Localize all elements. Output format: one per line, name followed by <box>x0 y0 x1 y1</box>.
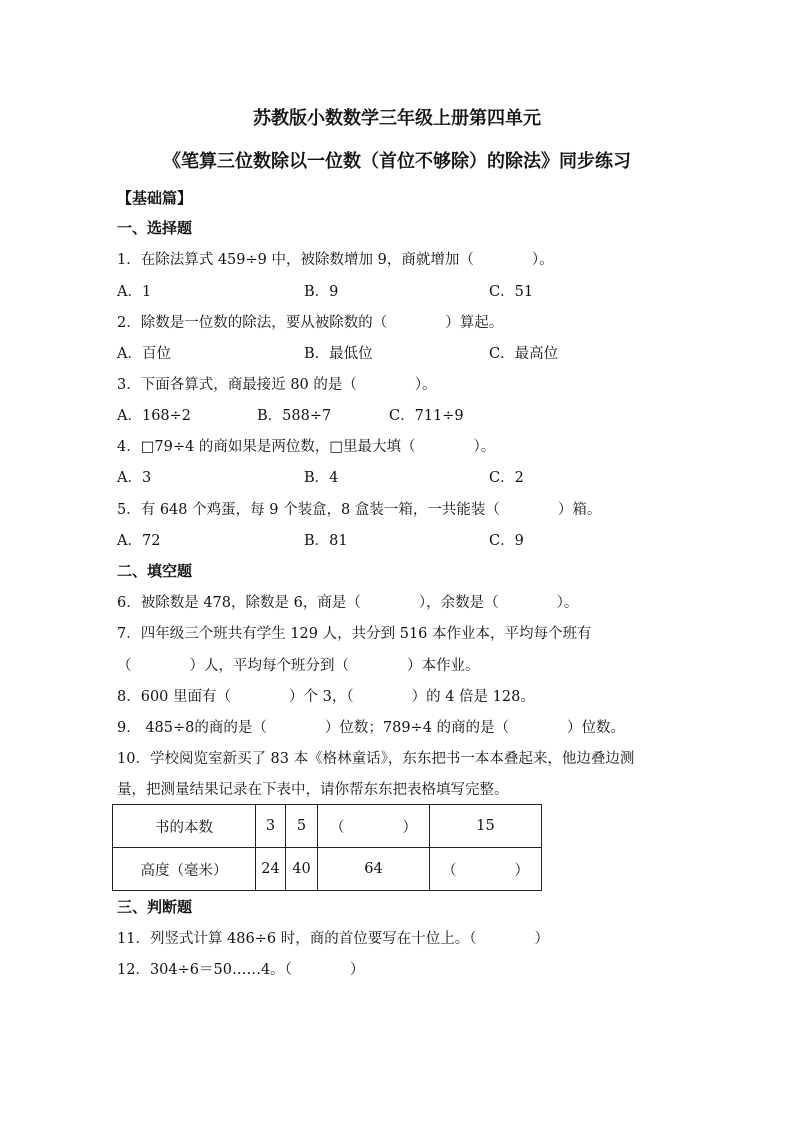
q3-option-a: A．168÷2 <box>117 408 192 424</box>
table-cell: 15 <box>430 805 542 848</box>
table-row-height <box>113 848 542 891</box>
table-cell: 高度（毫米） <box>113 848 256 891</box>
table-cell-blank[interactable]: （ ） <box>318 805 430 848</box>
q5-option-b: B．81 <box>304 533 348 549</box>
q1-option-c: C．51 <box>489 284 534 300</box>
section-fill: 二、填空题 <box>117 562 193 580</box>
table-cell: 24 <box>256 848 286 891</box>
question-6: 6．被除数是 478，除数是 6，商是（ ），余数是（ ）。 <box>117 595 579 611</box>
question-1: 1．在除法算式 459÷9 中，被除数增加 9，商就增加（ ）。 <box>117 252 554 268</box>
table-row-books <box>113 805 542 848</box>
q5-option-a: A．72 <box>117 533 161 549</box>
section-choice: 一、选择题 <box>117 219 193 237</box>
question-11: 11．列竖式计算 486÷6 时，商的首位要写在十位上。（ ） <box>117 931 549 947</box>
q1-option-b: B．9 <box>304 284 339 300</box>
question-8: 8．600 里面有（ ）个 3，（ ）的 4 倍是 128。 <box>117 689 535 705</box>
table-cell: 3 <box>256 805 286 848</box>
q2-option-a: A．百位 <box>117 346 171 362</box>
question-4: 4．□79÷4 的商如果是两位数，□里最大填（ ）。 <box>117 439 496 455</box>
level-heading: 【基础篇】 <box>117 189 193 207</box>
question-7-line-2: （ ）人，平均每个班分到（ ）本作业。 <box>117 658 480 674</box>
question-5: 5．有 648 个鸡蛋，每 9 个装盒，8 盒装一箱，一共能装（ ）箱。 <box>117 502 602 518</box>
question-12: 12．304÷6＝50……4。（ ） <box>117 962 365 978</box>
q4-option-a: A．3 <box>117 470 152 486</box>
table-cell: 40 <box>286 848 318 891</box>
question-9: 9． 485÷8的商的是（ ）位数；789÷4 的商的是（ ）位数。 <box>117 720 626 736</box>
q3-option-b: B．588÷7 <box>257 408 332 424</box>
section-judge: 三、判断题 <box>117 898 193 916</box>
q4-option-b: B．4 <box>304 470 339 486</box>
question-10-line-1: 10．学校阅览室新买了 83 本《格林童话》，东东把书一本本叠起来，他边叠边测 <box>117 751 635 767</box>
table-cell: 5 <box>286 805 318 848</box>
question-3: 3．下面各算式，商最接近 80 的是（ ）。 <box>117 377 437 393</box>
q4-option-c: C．2 <box>489 470 524 486</box>
q5-option-c: C．9 <box>489 533 524 549</box>
q2-option-b: B．最低位 <box>304 346 373 362</box>
worksheet-title: 苏教版小数数学三年级上册第四单元 <box>253 108 541 129</box>
table-cell: 书的本数 <box>113 805 256 848</box>
table-cell: 64 <box>318 848 430 891</box>
measurement-table <box>112 804 542 891</box>
worksheet-subtitle: 《笔算三位数除以一位数（首位不够除）的除法》同步练习 <box>163 151 631 172</box>
question-10-line-2: 量，把测量结果记录在下表中，请你帮东东把表格填写完整。 <box>117 782 509 798</box>
q3-option-c: C．711÷9 <box>389 408 464 424</box>
table-cell-blank[interactable]: （ ） <box>430 848 542 891</box>
question-2: 2．除数是一位数的除法，要从被除数的（ ）算起。 <box>117 315 504 331</box>
q2-option-c: C．最高位 <box>489 346 559 362</box>
q1-option-a: A．1 <box>117 284 152 300</box>
question-7-line-1: 7．四年级三个班共有学生 129 人，共分到 516 本作业本，平均每个班有 <box>117 626 592 642</box>
